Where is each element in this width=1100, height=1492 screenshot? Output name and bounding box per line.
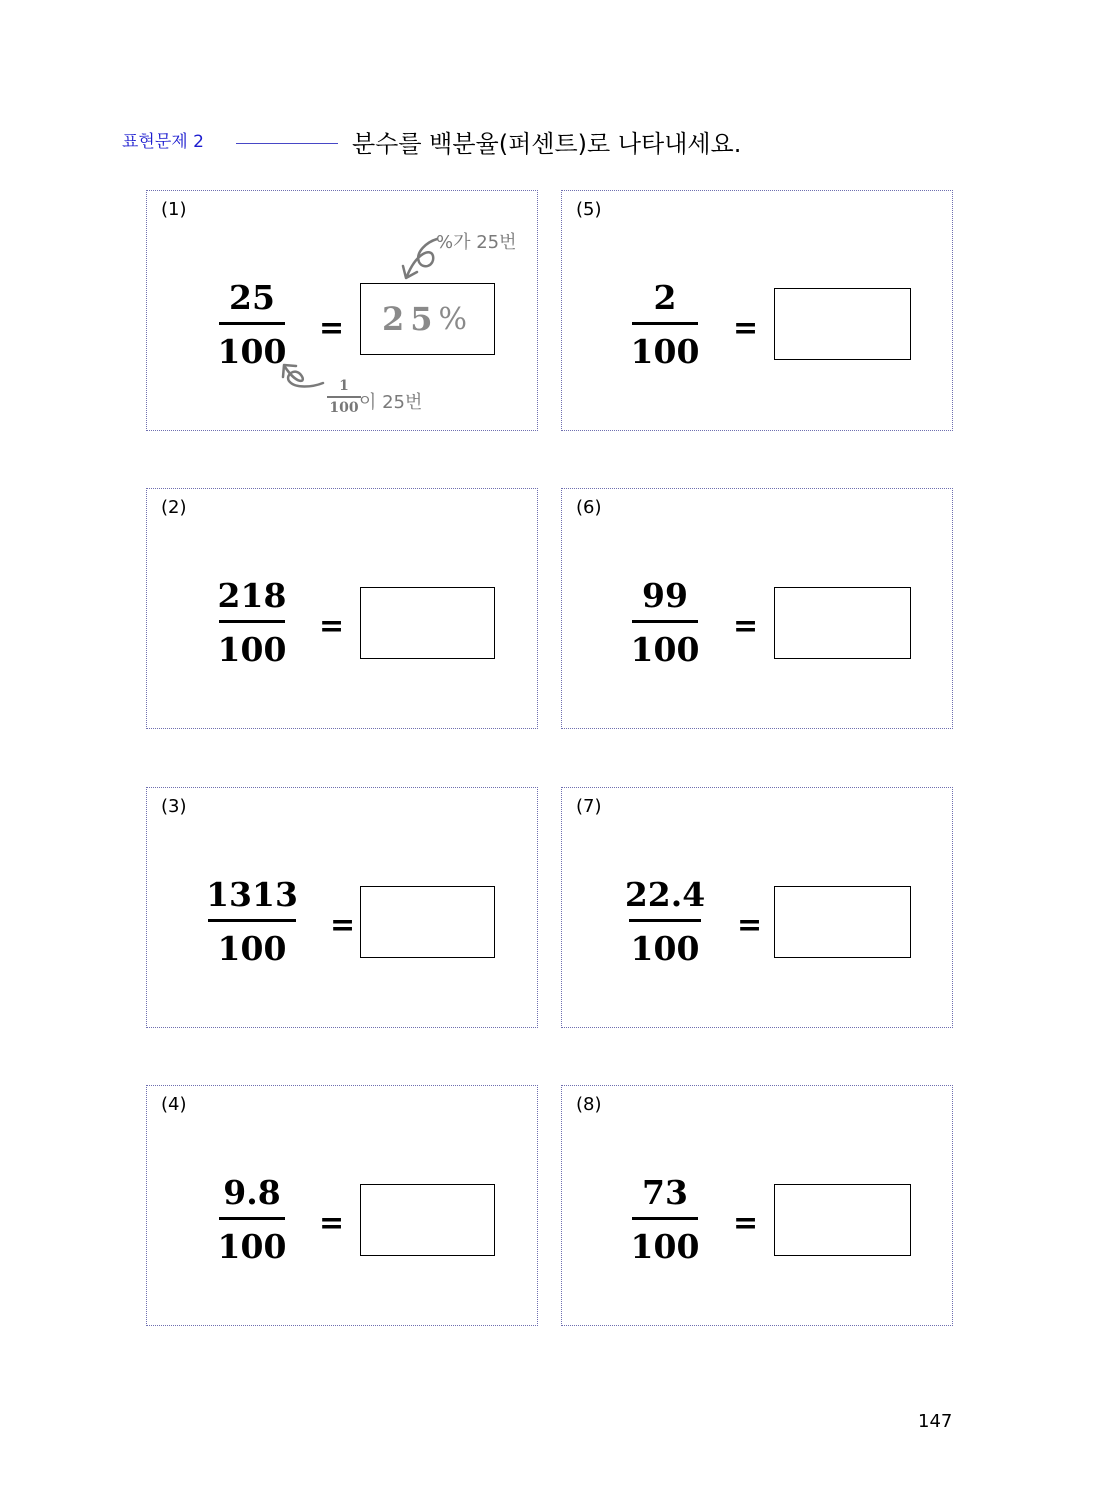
problem-card-1 [146,190,538,431]
answer-box[interactable] [360,1184,495,1256]
example-answer [361,284,494,354]
problem-label: (2) [161,497,187,518]
page-number: 147 [918,1411,953,1432]
problem-label: (6) [576,497,602,518]
example-answer-symbol: % [438,301,474,337]
fraction [610,875,720,968]
equals-sign: = [319,1206,345,1241]
fraction [610,576,720,669]
problem-card-6 [561,488,953,729]
header-divider [236,143,338,144]
answer-box[interactable] [774,886,911,958]
fraction-denominator: 100 [217,630,287,669]
fraction [197,576,307,669]
fraction-numerator: 73 [642,1173,688,1212]
problem-label: (5) [576,199,602,220]
problem-card-2 [146,488,538,729]
fraction-denominator: 100 [630,630,700,669]
equals-sign: = [737,908,763,943]
worksheet-header [0,0,1100,180]
fraction-denominator: 100 [217,1227,287,1266]
annotation-bottom: 이 25번 [359,392,423,413]
curly-arrow-icon [397,236,447,286]
fraction [610,1173,720,1266]
answer-box[interactable] [774,587,911,659]
equals-sign: = [319,609,345,644]
fraction [197,1173,307,1266]
problem-card-8 [561,1085,953,1326]
problem-label: (7) [576,796,602,817]
fraction [197,278,307,371]
problem-label: (4) [161,1094,187,1115]
problem-label: (3) [161,796,187,817]
fraction [610,278,720,371]
fraction-numerator: 22.4 [624,875,706,914]
fraction-numerator: 218 [217,576,287,615]
answer-box[interactable] [360,886,495,958]
fraction-numerator: 9.8 [223,1173,281,1212]
equals-sign: = [733,1206,759,1241]
problem-card-7 [561,787,953,1028]
fraction-numerator: 1313 [206,875,298,914]
fraction-denominator: 100 [217,332,287,371]
problem-card-5 [561,190,953,431]
equals-sign: = [733,609,759,644]
equals-sign: = [330,908,356,943]
answer-box[interactable] [360,283,495,355]
problem-card-4 [146,1085,538,1326]
fraction-numerator: 25 [229,278,275,317]
curly-arrow-icon [279,359,329,399]
fraction-numerator: 99 [642,576,688,615]
fraction-denominator: 100 [630,332,700,371]
mini-fraction-numerator: 1 [339,378,349,394]
equals-sign: = [733,311,759,346]
mini-fraction-denominator: 100 [329,399,359,416]
mini-fraction-bar [327,396,361,398]
instruction-text: 분수를 백분율(퍼센트)로 나타내세요. [352,130,742,158]
equals-sign: = [319,311,345,346]
annotation-top: %가 25번 [436,232,517,253]
fraction-denominator: 100 [630,1227,700,1266]
problem-label: (1) [161,199,187,220]
fraction-denominator: 100 [630,929,700,968]
fraction [197,875,307,968]
exercise-label: 표현문제 2 [122,132,204,152]
problem-label: (8) [576,1094,602,1115]
fraction-numerator: 2 [653,278,677,317]
fraction-denominator: 100 [217,929,287,968]
mini-fraction [327,379,361,415]
answer-box[interactable] [360,587,495,659]
problem-card-3 [146,787,538,1028]
example-answer-number: 25 [381,300,439,338]
answer-box[interactable] [774,288,911,360]
answer-box[interactable] [774,1184,911,1256]
